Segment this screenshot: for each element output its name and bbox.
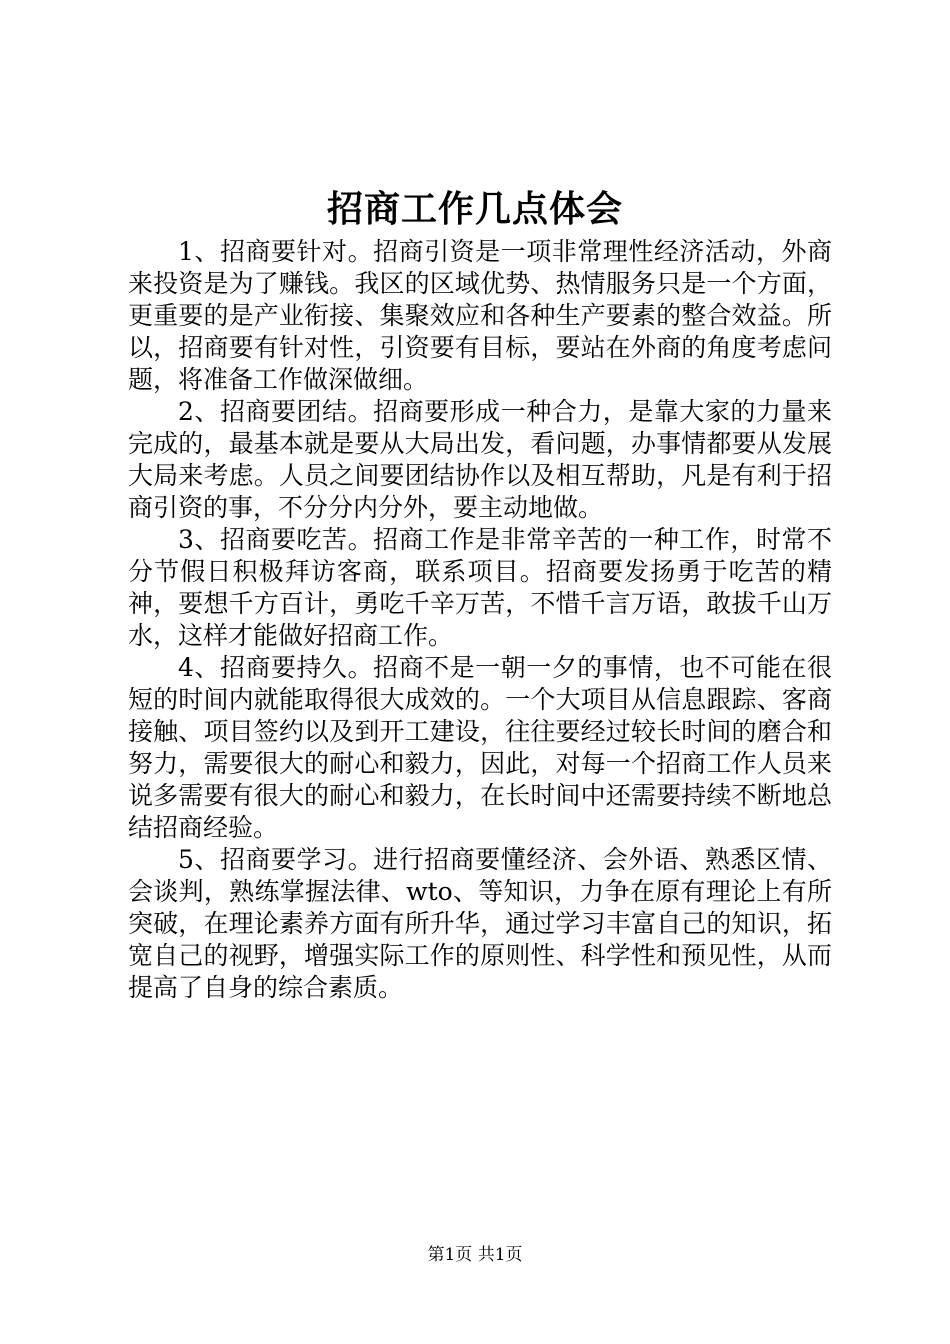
paragraph-5: 5、招商要学习。进行招商要懂经济、会外语、熟悉区情、会谈判，熟练掌握法律、wto、等知识，力争在原有理论上有所突破，在理论素养方面有所升华，通过学习丰富自己的知识，拓宽自己的视野，增强实际工作的原则性、科学性和预见性，从而提高了自身的综合素质。 — [128, 845, 832, 1002]
paragraph-3: 3、招商要吃苦。招商工作是非常辛苦的一种工作，时常不分节假日积极拜访客商，联系项目。招商要发扬勇于吃苦的精神，要想千方百计，勇吃千辛万苦，不惜千言万语，敢拔千山万水，这样才能做好招商工作。 — [128, 525, 832, 650]
paragraph-4: 4、招商要持久。招商不是一朝一夕的事情，也不可能在很短的时间内就能取得很大成效的。一个大项目从信息跟踪、客商接触、项目签约以及到开工建设，往往要经过较长时间的磨合和努力，需要很大的耐心和毅力，因此，对每一个招商工作人员来说多需要有很大的耐心和毅力，在长时间中还需要持续不断地总结招商经验。 — [128, 653, 832, 842]
page-footer: 第1页 共1页 — [427, 1245, 523, 1265]
paragraph-1: 1、招商要针对。招商引资是一项非常理性经济活动，外商来投资是为了赚钱。我区的区域优势、热情服务只是一个方面，更重要的是产业衔接、集聚效应和各种生产要素的整合效益。所以，招商要有针对性，引资要有目标，要站在外商的角度考虑问题，将准备工作做深做细。 — [128, 237, 832, 394]
document-title: 招商工作几点体会 — [326, 188, 623, 230]
document-body — [128, 236, 832, 1004]
paragraph-2: 2、招商要团结。招商要形成一种合力，是靠大家的力量来完成的，最基本就是要从大局出发，看问题，办事情都要从发展大局来考虑。人员之间要团结协作以及相互帮助，凡是有利于招商引资的事，不分分内分外，要主动地做。 — [128, 397, 832, 522]
